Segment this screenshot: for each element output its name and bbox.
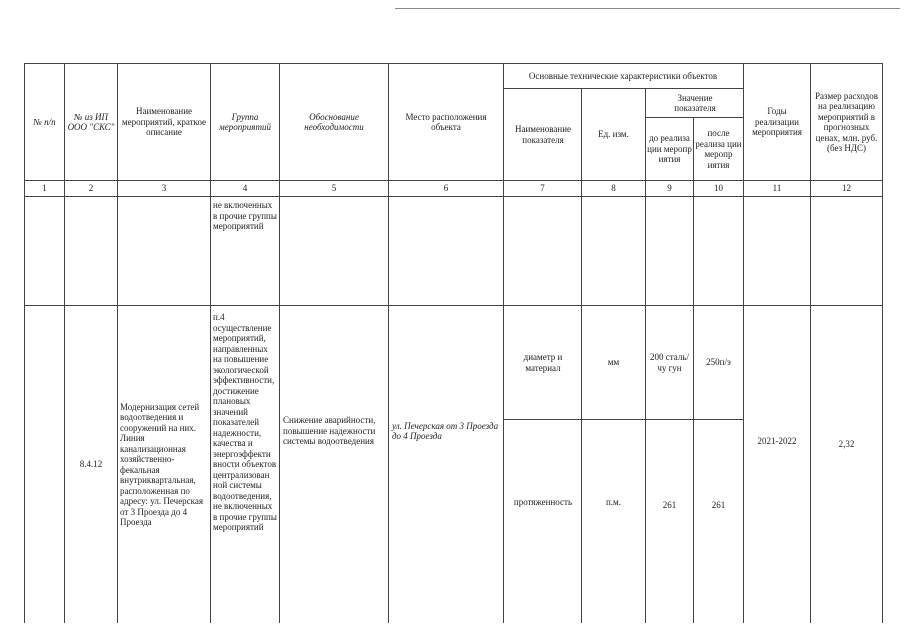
numbers-row-border: [24, 196, 882, 197]
indicator-after-2: 261: [711, 499, 726, 510]
vline-7: [581, 88, 582, 623]
vline-12: [882, 63, 883, 623]
row-location: ул. Печерская от 3 Проезда до 4 Проезда: [392, 420, 499, 441]
col-number-3: 3: [161, 183, 167, 194]
header-value-before: до реализа ции меропр иятия: [647, 133, 692, 165]
vline-5: [388, 63, 389, 623]
header-row-number: № п/п: [33, 116, 56, 127]
vline-4: [279, 63, 280, 623]
col-number-2: 2: [88, 183, 94, 194]
header-years: Годы реализации мероприятия: [752, 106, 802, 138]
header-justification: Обоснование необходимости: [304, 111, 364, 132]
header-unit: Ед. изм.: [598, 129, 629, 140]
indicator-name-2: протяженность: [513, 496, 573, 507]
col-number-12: 12: [842, 183, 851, 194]
header-value-after: после реализа ции меропр иятия: [695, 128, 742, 170]
vline-10: [743, 63, 744, 623]
col-number-11: 11: [772, 183, 782, 194]
indicator-after-1: 250п/э: [706, 357, 731, 368]
row-description: Модернизация сетей водоотведения и сооружений на них. Линия канализационная хозяйственно-фекальная внутриквартальная, расположенная по адресу: ул. Печерская от 3 Проезда до 4 Проезда: [120, 401, 204, 527]
col-number-9: 9: [667, 183, 672, 194]
indicator-before-2: 261: [662, 499, 677, 510]
vline-11: [810, 63, 811, 623]
col-number-6: 6: [443, 183, 449, 194]
indicator-name-1: диаметр и материал: [523, 352, 563, 373]
row-years: 2021-2022: [757, 435, 797, 446]
header-location: Место расположения объекта: [405, 111, 487, 132]
header-ip-number: № из ИП ООО "СКС": [67, 111, 115, 132]
header-description: Наименование мероприятий, краткое описание: [121, 106, 207, 138]
row-justification: Снижение аварийности, повышение надежности системы водоотведения: [283, 415, 376, 447]
col-number-8: 8: [611, 183, 616, 194]
vline-6: [503, 63, 504, 623]
vline-3: [210, 63, 211, 623]
header-tech-group: Основные технические характеристики объектов: [528, 70, 718, 81]
header-cost: Размер расходов на реализацию мероприятий в прогнозных ценах, млн. руб. (без НДС): [815, 90, 878, 153]
header-group: Группа мероприятий: [219, 111, 271, 132]
row-cost: 2,32: [838, 438, 855, 449]
col-number-10: 10: [714, 183, 723, 194]
header-indicator-name: Наименование показателя: [514, 124, 572, 145]
row-group-text: п.4 осуществление мероприятий, направленных на повышение экологической эффективности, достижение плановых значений показателей надежности, качества и энергоэффекти вности объектов централизован ной системы водоотведения, не включенных в прочие группы мероприятий: [213, 312, 277, 532]
vline-8: [645, 88, 646, 623]
indicator-before-1: 200 сталь/чу гун: [650, 352, 689, 373]
col-number-4: 4: [242, 183, 248, 194]
vline-2: [117, 63, 118, 623]
row-ip-number: 8.4.12: [79, 459, 103, 470]
header-values-group: Значение показателя: [674, 92, 716, 113]
col-number-5: 5: [331, 183, 337, 194]
indicator-unit-1: мм: [607, 357, 620, 368]
continued-group-text: не включенных в прочие группы мероприятий: [213, 200, 277, 231]
indicator-unit-2: п.м.: [605, 496, 621, 507]
col-number-1: 1: [42, 183, 47, 194]
col-number-7: 7: [540, 183, 545, 194]
